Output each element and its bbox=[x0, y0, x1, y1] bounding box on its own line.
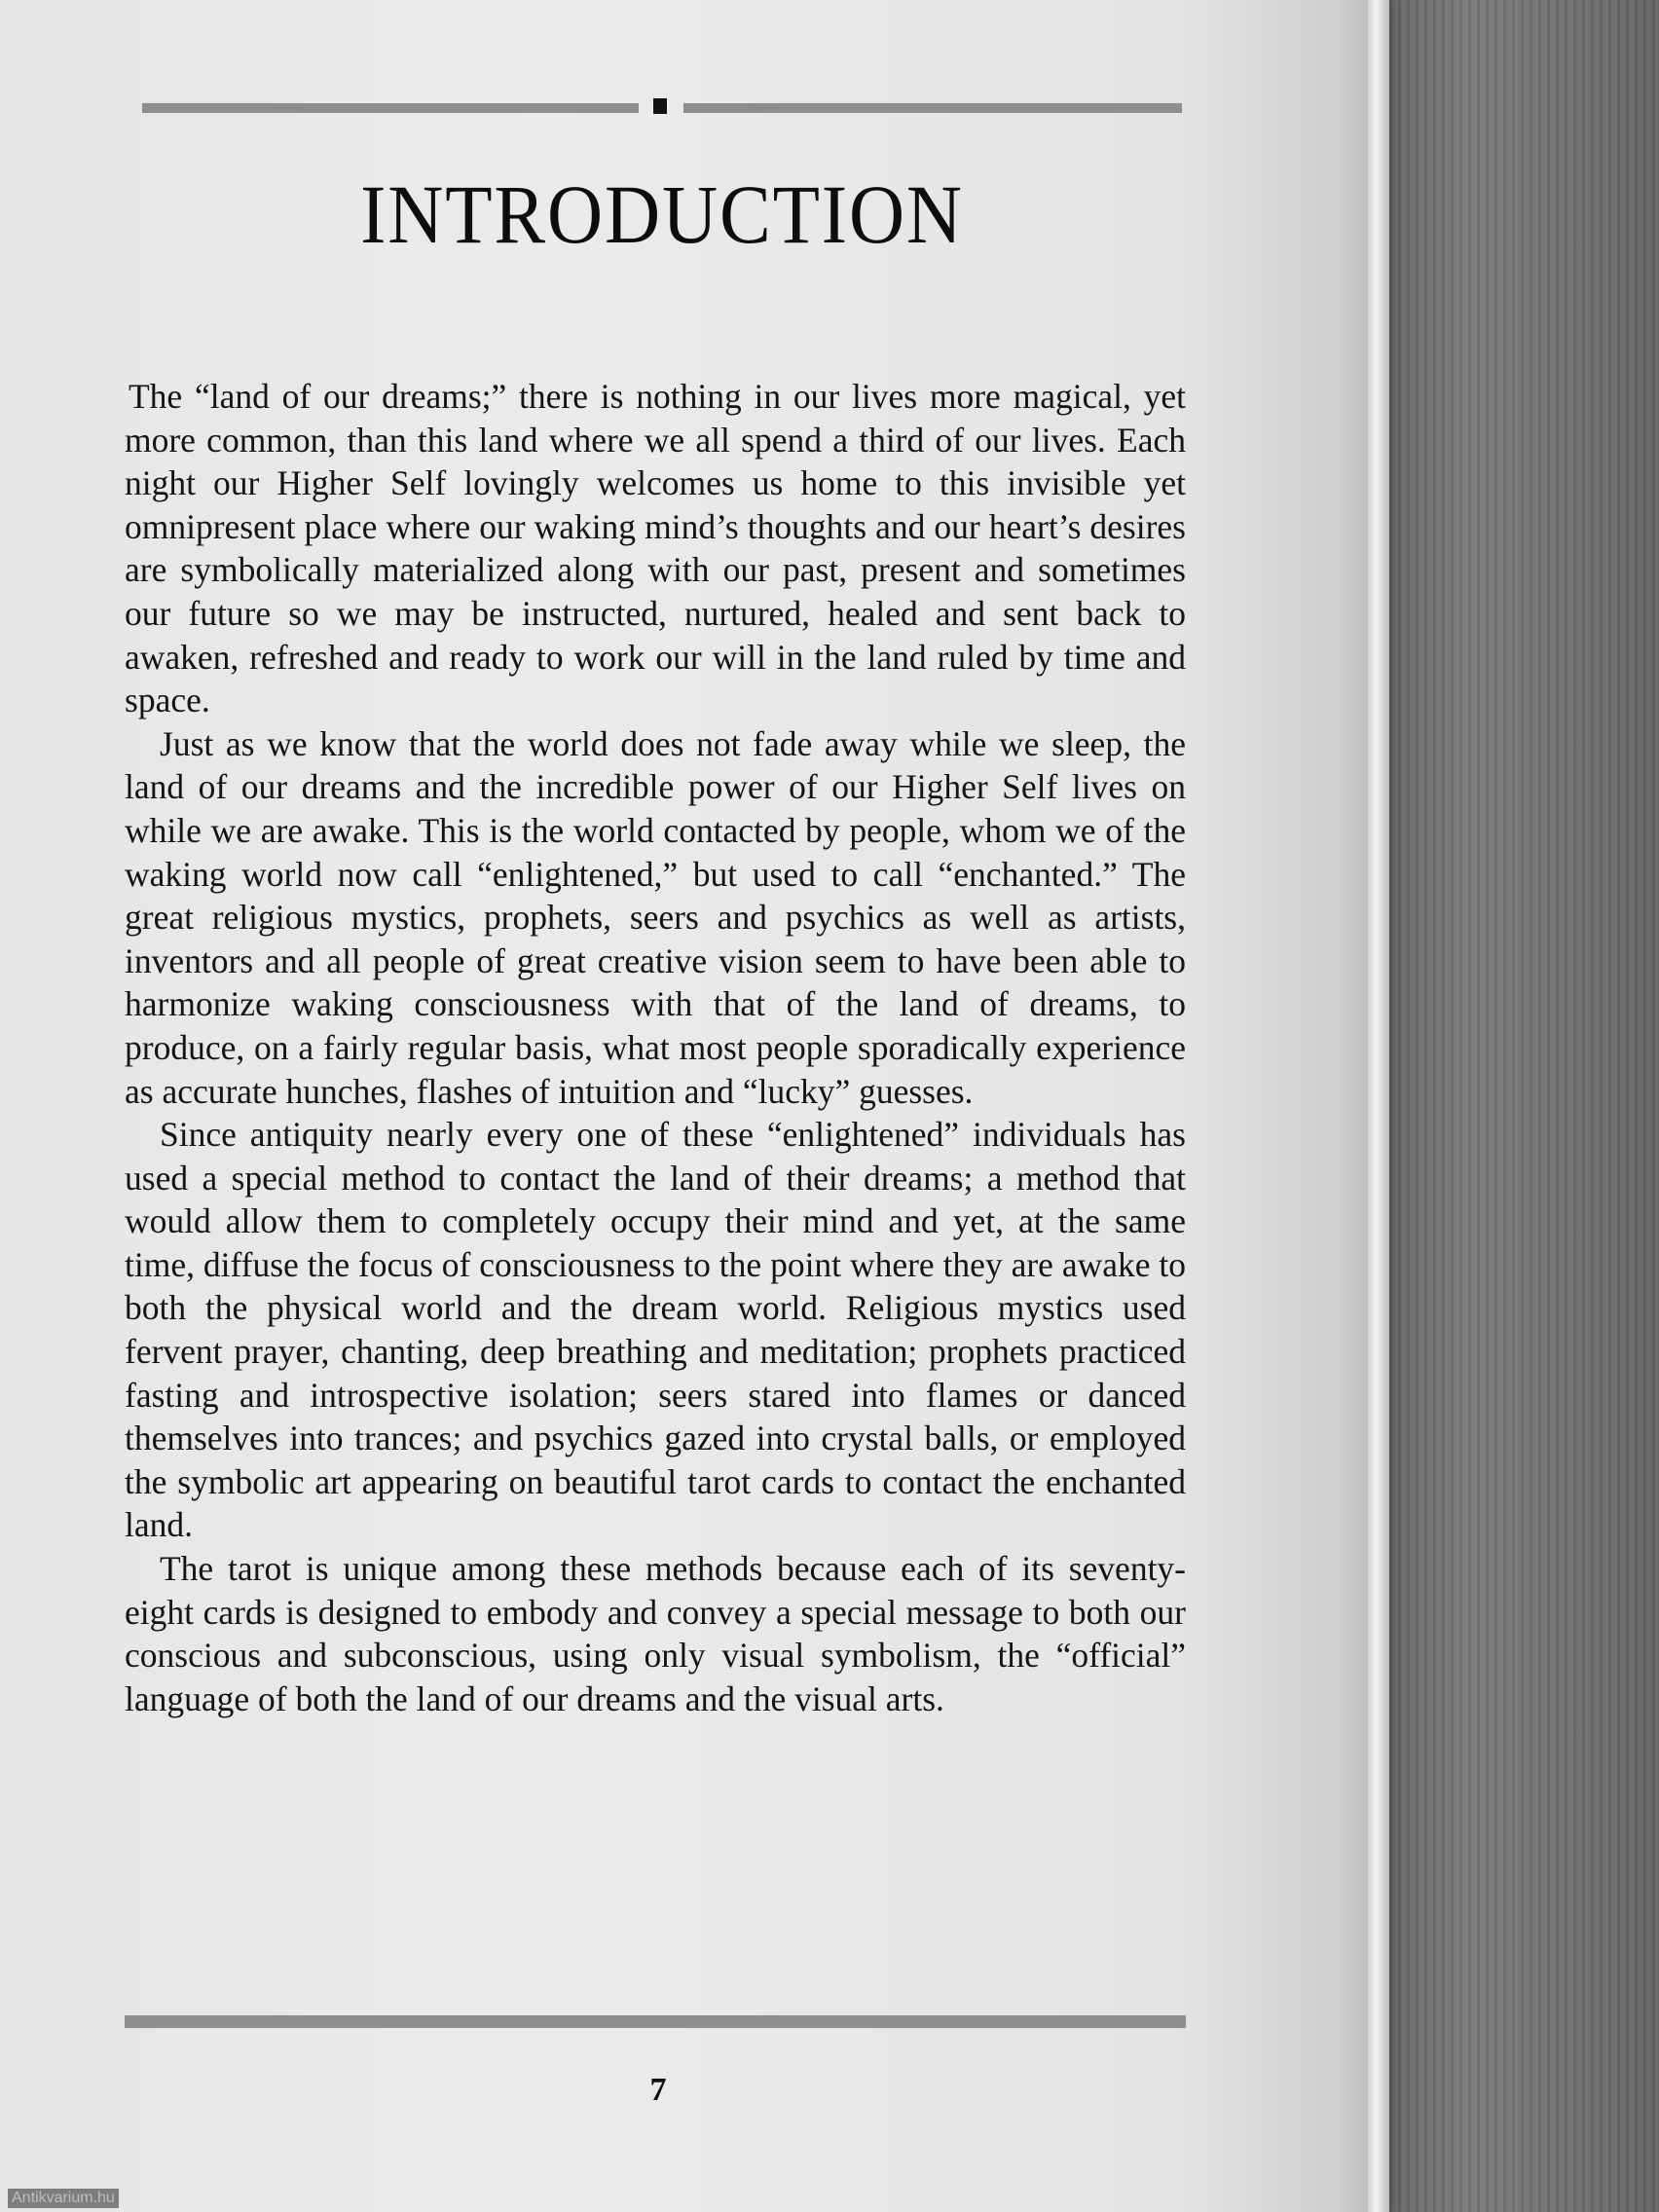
top-divider bbox=[142, 101, 1182, 115]
chapter-body bbox=[125, 375, 1186, 1720]
top-divider-right-bar bbox=[683, 103, 1182, 113]
watermark: Antikvarium.hu bbox=[8, 2189, 119, 2208]
top-divider-left-bar bbox=[142, 103, 639, 113]
bottom-divider bbox=[125, 2015, 1186, 2028]
paragraph-4: The tarot is unique among these methods because each of its seventy-eight cards is designed to embody and convey a special message to both our conscious and subconscious, using only visual symbolism, the “official” language of both the land of our dreams and the visual arts. bbox=[125, 1549, 1186, 1718]
page-number: 7 bbox=[649, 2072, 667, 2108]
paragraph-3: Since antiquity nearly every one of these “enlightened” individuals has used a special method to contact the land of their dreams; a method that would allow them to completely occupy their mind and yet, at the same time, diffuse the focus of consciousness to the point where they are awake to both the physical world and the dream world. Religious mystics used fervent prayer, chanting, deep breathing and meditation; prophets practiced fasting and introspective isolation; seers stared into flames or danced themselves into trances; and psychics gazed into crystal balls, or employed the symbolic art appearing on beautiful tarot cards to contact the enchanted land. bbox=[125, 1115, 1186, 1545]
paragraph-2: Just as we know that the world does not fade away while we sleep, the land of our dreams and the incredible power of our Higher Self lives on while we are awake. This is the world contacted by people, whom we of the waking world now call “enlightened,” but used to call “enchanted.” The great religious mystics, prophets, seers and psychics as well as artists, inventors and all people of great creative vision seem to have been able to harmonize waking consciousness with that of the land of dreams, to produce, on a fairly regular basis, what most people sporadically experience as accurate hunches, flashes of intuition and “lucky” guesses. bbox=[125, 723, 1186, 1111]
background-surface bbox=[1363, 0, 1659, 2212]
paragraph-1: The “land of our dreams;” there is nothing in our lives more magical, yet more common, than this land where we all spend a third of our lives. Each night our Higher Self lovingly welcomes us home to this invisible yet omnipresent place where our waking mind’s thoughts and our heart’s desires are symbolically materialized along with our past, present and sometimes our future so we may be instructed, nurtured, healed and sent back to awaken, refreshed and ready to work our will in the land ruled by time and space. bbox=[125, 377, 1186, 720]
page-edge bbox=[1368, 0, 1389, 2212]
divider-ornament bbox=[653, 98, 667, 114]
chapter-title: INTRODUCTION bbox=[360, 167, 964, 261]
